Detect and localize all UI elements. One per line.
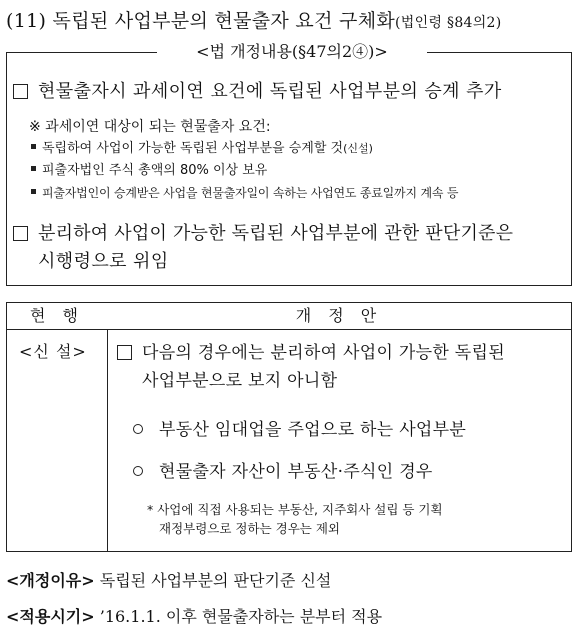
requirement-item-1 xyxy=(31,140,373,158)
square-bullet-icon xyxy=(31,144,36,149)
reason-label: <개정이유> xyxy=(6,571,95,590)
box-top-border-right xyxy=(427,52,571,53)
summary-item-1-text: 현물출자시 과세이연 요건에 독립된 사업부분의 승계 추가 xyxy=(38,81,502,102)
comparison-table xyxy=(6,302,572,552)
case-item-2 xyxy=(133,460,433,484)
section-title-ref: (법인령 §84의2) xyxy=(395,15,502,31)
summary-item-2-text: 분리하여 사업이 가능한 독립된 사업부분에 관한 판단기준은 xyxy=(38,223,514,244)
requirements-note-head: ※ 과세이연 대상이 되는 현물출자 요건: xyxy=(29,119,271,135)
effective-text: ’16.1.1. 이후 현물출자하는 분부터 적용 xyxy=(99,607,383,626)
requirement-item-3-text: 피출자법인이 승계받은 사업을 현물출자일이 속하는 사업연도 종료일까지 계속 등 xyxy=(42,186,459,200)
header-current: 현 행 xyxy=(30,306,84,325)
header-revised: 개 정 안 xyxy=(295,306,383,325)
section-title-main: (11) 독립된 사업부분의 현물출자 요건 구체화 xyxy=(6,10,396,32)
reason-text: 독립된 사업부분의 판단기준 신설 xyxy=(99,571,332,590)
case-item-2-text: 현물출자 자산이 부동산·주식인 경우 xyxy=(159,462,433,482)
current-cell: <신 설> xyxy=(19,342,87,361)
box-heading: <법 개정내용(§47의2④)> xyxy=(196,42,388,61)
box-top-border-left xyxy=(7,52,157,53)
table-body-row xyxy=(7,329,571,551)
summary-item-1 xyxy=(13,80,502,104)
requirement-item-1-text: 독립하여 사업이 가능한 독립된 사업부분을 승계할 것 xyxy=(42,141,344,156)
checkbox-icon xyxy=(117,345,132,360)
square-bullet-icon xyxy=(31,189,36,194)
requirement-item-1-ref: (신설) xyxy=(343,142,373,155)
revised-main-item xyxy=(117,340,505,366)
footnote-line-1: * 사업에 직접 사용되는 부동산, 지주회사 설립 등 기획 xyxy=(147,502,443,517)
requirement-item-2-text: 피출자법인 주식 총액의 80% 이상 보유 xyxy=(42,163,268,178)
requirement-item-3 xyxy=(31,184,458,202)
checkbox-icon xyxy=(13,226,28,241)
circle-bullet-icon xyxy=(133,466,143,476)
summary-item-2 xyxy=(13,222,513,246)
case-item-1 xyxy=(133,418,466,442)
summary-item-2-cont: 시행령으로 위임 xyxy=(38,251,169,272)
square-bullet-icon xyxy=(31,166,36,171)
revised-main-line-1: 다음의 경우에는 분리하여 사업이 가능한 독립된 xyxy=(142,343,505,363)
requirement-item-2 xyxy=(31,162,267,180)
table-header-row xyxy=(7,303,571,330)
effective-date xyxy=(6,605,382,629)
case-item-1-text: 부동산 임대업을 주업으로 하는 사업부분 xyxy=(159,420,467,440)
section-title xyxy=(6,8,502,36)
amendment-summary-box xyxy=(6,42,572,286)
checkbox-icon xyxy=(13,84,28,99)
footnote-line-2: 재정부령으로 정하는 경우는 제외 xyxy=(159,521,340,536)
circle-bullet-icon xyxy=(133,424,143,434)
effective-label: <적용시기> xyxy=(6,607,95,626)
revised-main-line-2: 사업부분으로 보지 아니함 xyxy=(142,371,338,391)
amendment-reason xyxy=(6,569,331,593)
